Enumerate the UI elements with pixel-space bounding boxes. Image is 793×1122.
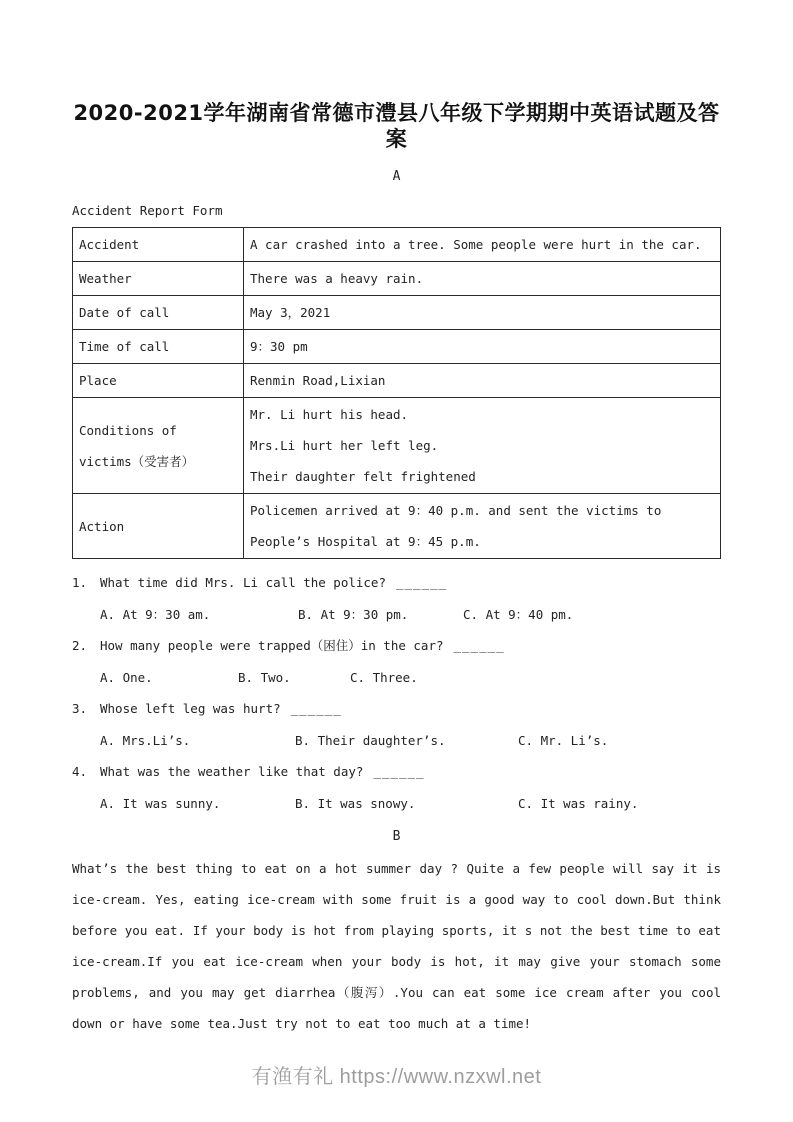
section-a-label: A	[392, 169, 401, 184]
option-b: B. At 9：30 pm.	[298, 606, 409, 622]
table-row	[73, 296, 721, 330]
row-label: Action	[73, 494, 244, 559]
question-3-options	[72, 725, 721, 757]
page-title: 2020-2021学年湖南省常德市澧县八年级下学期期中英语试题及答案	[73, 101, 720, 151]
question-number: 3.	[72, 701, 88, 716]
table-row	[73, 398, 721, 494]
row-label: Conditions of victims（受害者）	[73, 398, 244, 494]
row-value: 9：30 pm	[244, 330, 721, 364]
table-row	[73, 494, 721, 559]
row-label: Accident	[73, 228, 244, 262]
question-text: Whose left leg was hurt?	[100, 701, 281, 716]
question-text: What time did Mrs. Li call the police?	[100, 575, 386, 590]
question-1	[72, 567, 721, 599]
table-row	[73, 262, 721, 296]
answer-blank: ______	[290, 701, 342, 716]
row-value: A car crashed into a tree. Some people were hurt in the car.	[244, 228, 721, 262]
row-value	[244, 398, 721, 494]
question-2-options	[72, 662, 721, 694]
question-2	[72, 630, 721, 662]
accident-report-table	[72, 227, 721, 559]
question-number: 4.	[72, 764, 88, 779]
question-text: What was the weather like that day?	[100, 764, 364, 779]
row-label: Place	[73, 364, 244, 398]
option-a: A. One.	[100, 669, 153, 685]
question-text: How many people were trapped（困住）in the car?	[100, 638, 444, 653]
form-title: Accident Report Form	[72, 203, 223, 218]
row-value: May 3，2021	[244, 296, 721, 330]
option-b: B. Their daughter’s.	[295, 732, 446, 748]
question-number: 2.	[72, 638, 88, 653]
question-number: 1.	[72, 575, 88, 590]
question-1-options	[72, 599, 721, 631]
section-b-passage: What’s the best thing to eat on a hot summer day ? Quite a few people will say it is ice-cream. Yes, eating ice-cream with some fruit is a good way to cool down.But think before you eat. If your body is hot from playing sports, it s not the best time to eat ice-cream.If you eat ice-cream when your body is hot, it may give your stomach some problems, and you may get diarrhea（腹泻）.You can eat some ice cream after you cool down or have some tea.Just try not to eat too much at a time!	[72, 861, 721, 1031]
table-row	[73, 364, 721, 398]
answer-blank: ______	[453, 638, 505, 653]
section-b-label: B	[392, 829, 401, 844]
answer-blank: ______	[373, 764, 425, 779]
question-4-options	[72, 788, 721, 820]
row-label: Time of call	[73, 330, 244, 364]
victim-condition-line: Mr. Li hurt his head.	[250, 407, 409, 422]
row-value: There was a heavy rain.	[244, 262, 721, 296]
question-list	[72, 567, 721, 819]
row-value: Renmin Road,Lixian	[244, 364, 721, 398]
option-b: B. It was snowy.	[295, 795, 416, 811]
option-a: A. At 9：30 am.	[100, 606, 211, 622]
answer-blank: ______	[395, 575, 448, 590]
option-a: A. Mrs.Li’s.	[100, 732, 191, 748]
victim-condition-line: Their daughter felt frightened	[250, 469, 476, 484]
option-c: C. At 9：40 pm.	[463, 606, 574, 622]
row-value: Policemen arrived at 9：40 p.m. and sent the victims to People’s Hospital at 9：45 p.m.	[244, 494, 721, 559]
question-3	[72, 693, 721, 725]
table-row	[73, 330, 721, 364]
victim-condition-line: Mrs.Li hurt her left leg.	[250, 438, 439, 453]
row-label: Weather	[73, 262, 244, 296]
option-c: C. It was rainy.	[518, 795, 639, 811]
table-row	[73, 228, 721, 262]
option-c: C. Mr. Li’s.	[518, 732, 609, 748]
row-label: Date of call	[73, 296, 244, 330]
option-c: C. Three.	[350, 669, 418, 685]
option-a: A. It was sunny.	[100, 795, 221, 811]
question-4	[72, 756, 721, 788]
option-b: B. Two.	[238, 669, 291, 685]
watermark-footer: 有渔有礼 https://www.nzxwl.net	[251, 1066, 542, 1088]
